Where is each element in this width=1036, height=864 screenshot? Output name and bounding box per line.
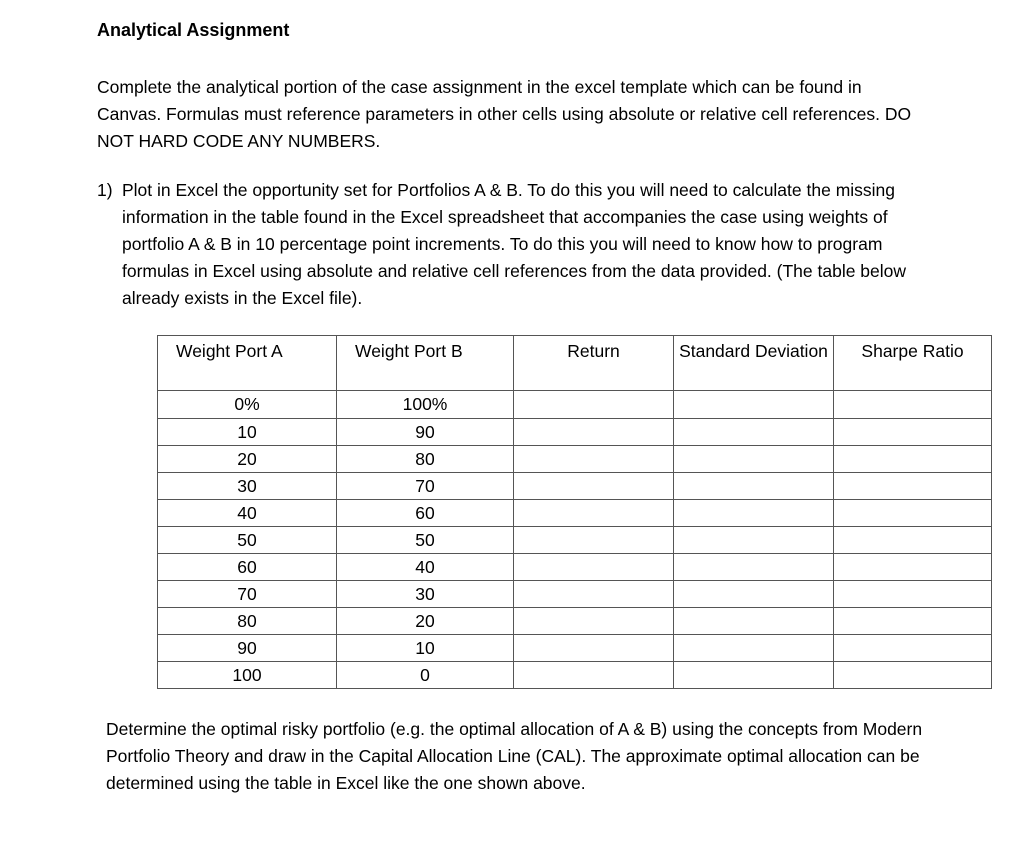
return-cell bbox=[514, 527, 674, 554]
header-weight-a: Weight Port A bbox=[158, 336, 337, 391]
weight-a-cell: 100 bbox=[158, 662, 337, 689]
table-row bbox=[158, 608, 992, 635]
header-std-dev: Standard Deviation bbox=[674, 336, 834, 391]
return-cell bbox=[514, 473, 674, 500]
weight-b-cell: 80 bbox=[337, 446, 514, 473]
weight-b-cell: 40 bbox=[337, 554, 514, 581]
weight-a-cell: 70 bbox=[158, 581, 337, 608]
document-title: Analytical Assignment bbox=[97, 20, 290, 40]
sharpe-cell bbox=[834, 662, 992, 689]
return-cell bbox=[514, 662, 674, 689]
weight-a-cell: 60 bbox=[158, 554, 337, 581]
return-cell bbox=[514, 554, 674, 581]
sharpe-cell bbox=[834, 473, 992, 500]
weight-b-cell: 60 bbox=[337, 500, 514, 527]
std-dev-cell bbox=[674, 608, 834, 635]
weight-a-cell: 30 bbox=[158, 473, 337, 500]
std-dev-cell bbox=[674, 635, 834, 662]
return-cell bbox=[514, 500, 674, 527]
weight-b-cell: 90 bbox=[337, 419, 514, 446]
return-cell bbox=[514, 581, 674, 608]
weight-a-cell: 80 bbox=[158, 608, 337, 635]
conclusion-paragraph: Determine the optimal risky portfolio (e.g. the optimal allocation of A & B) using the concepts from Modern Portfolio Theory and draw in the Capital Allocation Line (CAL). The approximate optimal allocation can be determined using the table in Excel like the one shown above. bbox=[106, 719, 923, 793]
header-sharpe: Sharpe Ratio bbox=[834, 336, 992, 391]
question-number: 1) bbox=[97, 180, 113, 200]
weight-b-cell: 20 bbox=[337, 608, 514, 635]
portfolio-weights-table bbox=[157, 335, 992, 689]
sharpe-cell bbox=[834, 419, 992, 446]
table-row bbox=[158, 554, 992, 581]
table-row bbox=[158, 419, 992, 446]
question-1 bbox=[97, 177, 927, 312]
sharpe-cell bbox=[834, 554, 992, 581]
header-return: Return bbox=[514, 336, 674, 391]
intro-paragraph: Complete the analytical portion of the case assignment in the excel template which can be found in Canvas. Formulas must reference parameters in other cells using absolute or relative cell references. DO NOT HARD CODE ANY NUMBERS. bbox=[97, 77, 912, 151]
sharpe-cell bbox=[834, 581, 992, 608]
sharpe-cell bbox=[834, 527, 992, 554]
table-row bbox=[158, 662, 992, 689]
return-cell bbox=[514, 446, 674, 473]
std-dev-cell bbox=[674, 391, 834, 419]
std-dev-cell bbox=[674, 419, 834, 446]
question-text: Plot in Excel the opportunity set for Portfolios A & B. To do this you will need to calculate the missing information in the table found in the Excel spreadsheet that accompanies the case using weights of portfolio A & B in 10 percentage point increments. To do this you will need to know how to program formulas in Excel using absolute and relative cell references from the data provided. (The table below already exists in the Excel file). bbox=[122, 180, 907, 308]
table-row bbox=[158, 391, 992, 419]
table-row bbox=[158, 581, 992, 608]
return-cell bbox=[514, 608, 674, 635]
table-row bbox=[158, 446, 992, 473]
weight-a-cell: 50 bbox=[158, 527, 337, 554]
return-cell bbox=[514, 635, 674, 662]
weight-a-cell: 20 bbox=[158, 446, 337, 473]
weight-b-cell: 50 bbox=[337, 527, 514, 554]
std-dev-cell bbox=[674, 581, 834, 608]
weight-b-cell: 0 bbox=[337, 662, 514, 689]
weight-a-cell: 40 bbox=[158, 500, 337, 527]
sharpe-cell bbox=[834, 391, 992, 419]
std-dev-cell bbox=[674, 527, 834, 554]
weight-a-cell: 90 bbox=[158, 635, 337, 662]
weight-b-cell: 100% bbox=[337, 391, 514, 419]
table-row bbox=[158, 635, 992, 662]
weight-b-cell: 10 bbox=[337, 635, 514, 662]
return-cell bbox=[514, 419, 674, 446]
table-row bbox=[158, 527, 992, 554]
weight-b-cell: 70 bbox=[337, 473, 514, 500]
header-weight-b: Weight Port B bbox=[337, 336, 514, 391]
weight-a-cell: 0% bbox=[158, 391, 337, 419]
table-header-row bbox=[158, 336, 992, 391]
sharpe-cell bbox=[834, 608, 992, 635]
weight-b-cell: 30 bbox=[337, 581, 514, 608]
sharpe-cell bbox=[834, 500, 992, 527]
std-dev-cell bbox=[674, 446, 834, 473]
std-dev-cell bbox=[674, 554, 834, 581]
sharpe-cell bbox=[834, 446, 992, 473]
std-dev-cell bbox=[674, 662, 834, 689]
std-dev-cell bbox=[674, 500, 834, 527]
table-row bbox=[158, 500, 992, 527]
sharpe-cell bbox=[834, 635, 992, 662]
table-row bbox=[158, 473, 992, 500]
std-dev-cell bbox=[674, 473, 834, 500]
return-cell bbox=[514, 391, 674, 419]
weight-a-cell: 10 bbox=[158, 419, 337, 446]
